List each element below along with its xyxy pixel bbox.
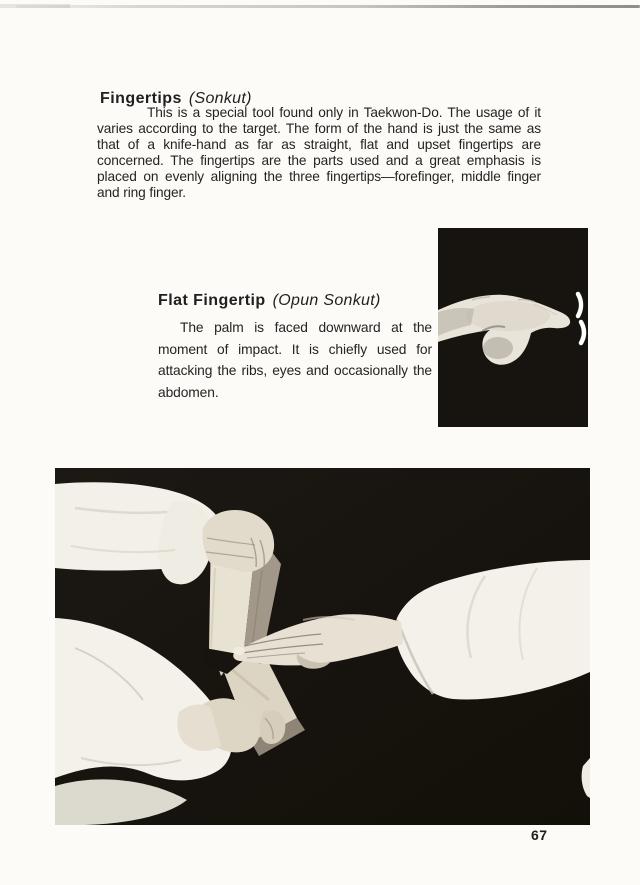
flat-fingertip-heading-korean: (Opun Sonkut) [272, 292, 381, 310]
flat-fingertip-photo [438, 228, 588, 427]
fingertips-body-paragraph: This is a special tool found only in Taekwon-Do. The usage of it varies according to the target. The form of the hand is just the same as that of a knife-hand as far as straight, flat and upset fingertips are concerned. The fingertips are the parts used and a great emphasis is placed on evenly aligning the three fingertips—forefinger, middle finger and ring finger. [97, 105, 541, 201]
fingertips-heading-name: Fingertips [100, 90, 182, 108]
flat-fingertip-heading [158, 292, 381, 310]
scan-artifact-top-line [16, 5, 640, 8]
board-break-photo-figure [55, 468, 590, 825]
flat-fingertip-heading-name: Flat Fingertip [158, 292, 266, 310]
page-number: 67 [531, 827, 548, 843]
fingertips-heading-korean: (Sonkut) [188, 90, 252, 108]
board-break-photo [55, 468, 590, 825]
flat-fingertip-body-paragraph: The palm is faced downward at the moment of impact. It is chiefly used for attacking the ribs, eyes and occasionally the abdomen. [158, 320, 432, 400]
flat-fingertip-photo-figure [438, 228, 588, 427]
